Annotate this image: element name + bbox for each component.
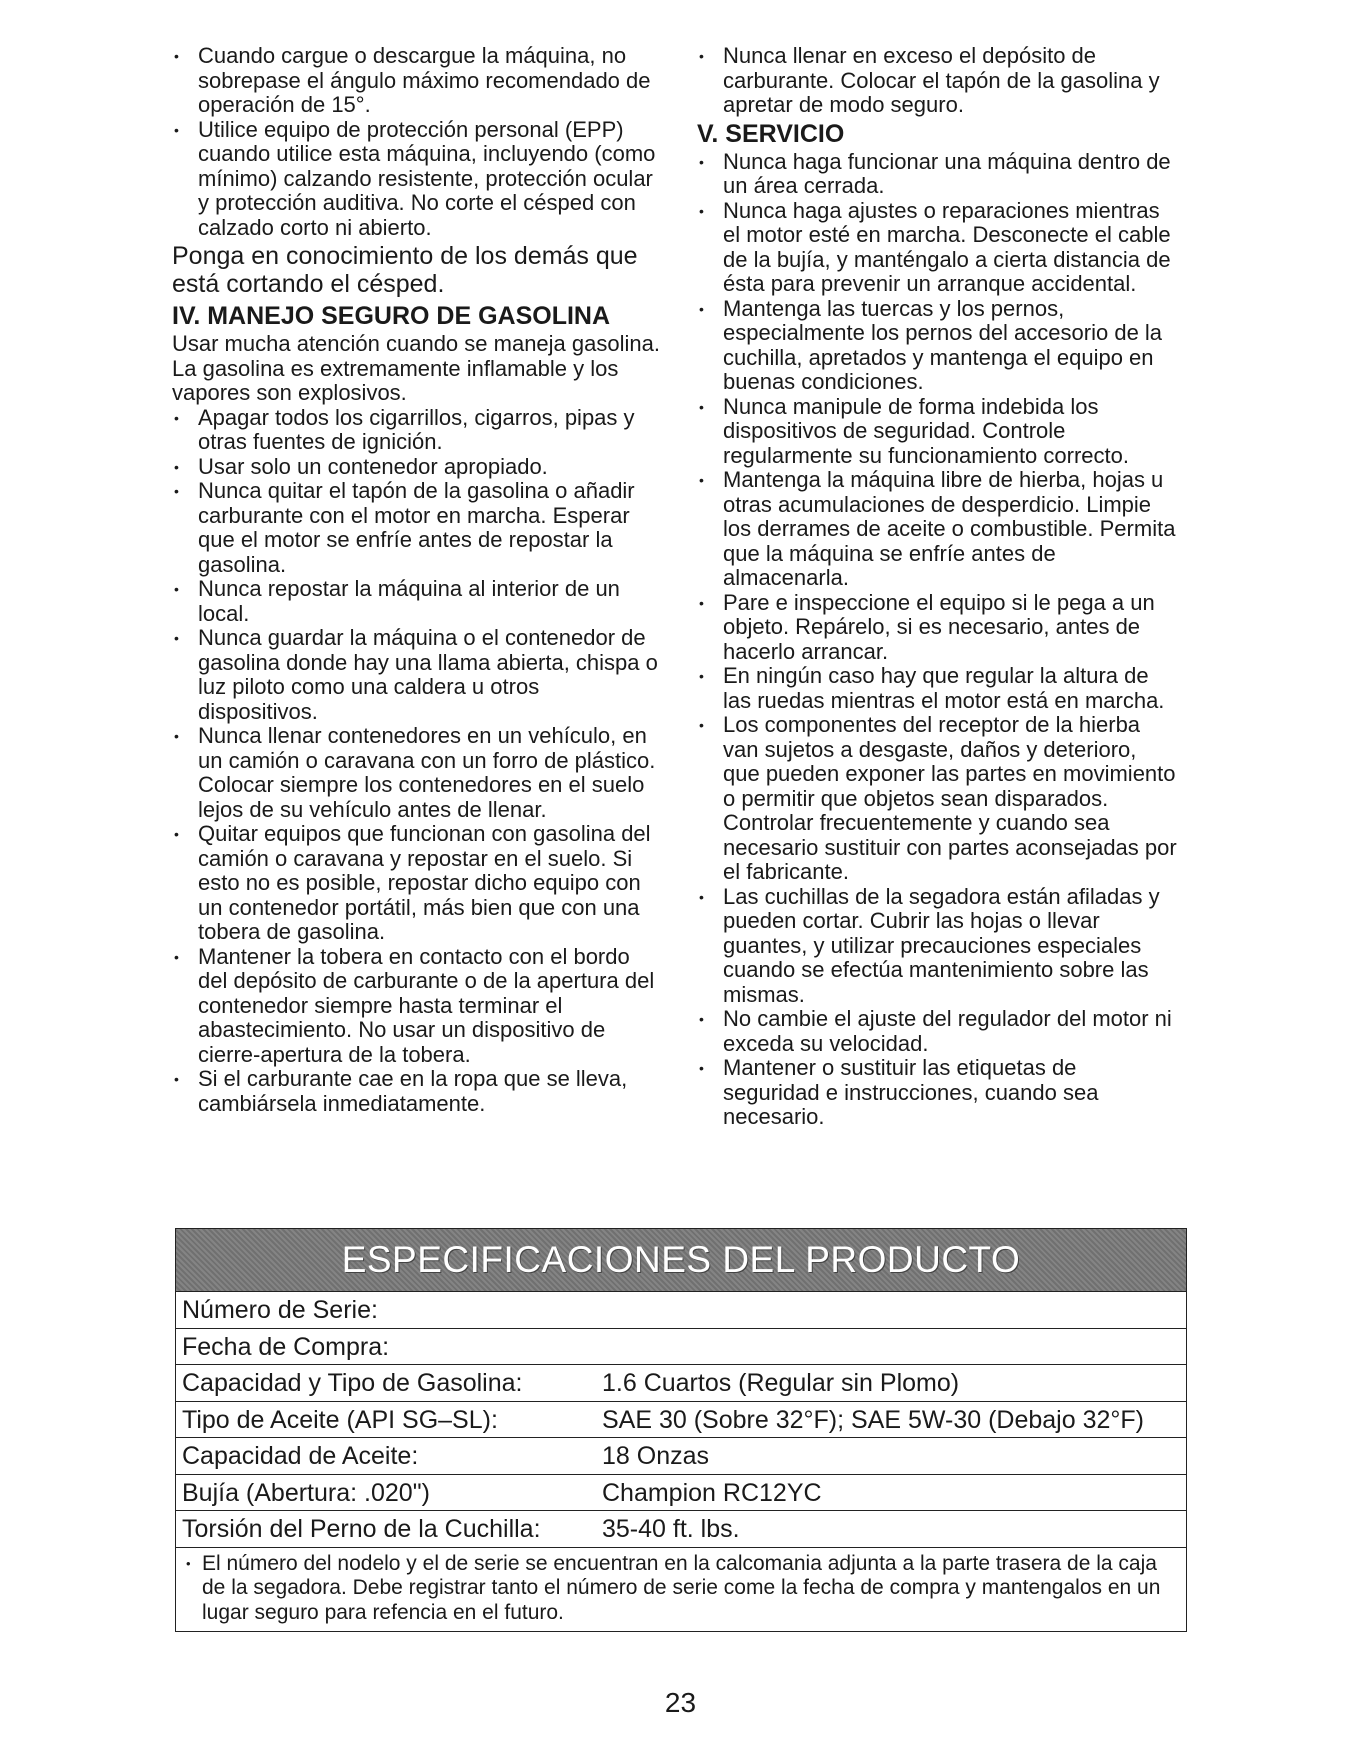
spec-label: Número de Serie: [182, 1296, 378, 1324]
list-item: • No cambie el ajuste del regulador del motor ni exceda su velocidad. [697, 1007, 1177, 1056]
intro-bullet-list [172, 44, 662, 240]
left-column [172, 44, 662, 1116]
right-column [697, 44, 1177, 1130]
list-item: • Quitar equipos que funcionan con gasolina del camión o caravana y repostar en el suelo. Si esto no es posible, repostar dicho equipo con un contenedor portátil, más bien que con una tobera de gasolina. [172, 822, 662, 945]
list-item: • Utilice equipo de protección personal (EPP) cuando utilice esta máquina, incluyendo (como mínimo) calzando resistente, protección ocular y protección auditiva. No corte el césped con calzado corto ni abierto. [172, 118, 662, 241]
specs-title: ESPECIFICACIONES DEL PRODUCTO [341, 1239, 1021, 1280]
list-item: • Nunca repostar la máquina al interior de un local. [172, 577, 662, 626]
table-row [176, 1328, 1186, 1365]
spec-value [602, 1292, 1186, 1328]
table-row [176, 1437, 1186, 1474]
table-row [176, 1364, 1186, 1401]
page-number: 23 [664, 1687, 697, 1718]
spec-label: Tipo de Aceite (API SG–SL): [182, 1405, 498, 1434]
spec-value: 18 Onzas [602, 1442, 710, 1470]
list-item: • Nunca haga ajustes o reparaciones mientras el motor esté en marcha. Desconecte el cable de la bujía, y manténgalo a cierta distancia de ésta para prevenir un arranque accidental. [697, 199, 1177, 297]
table-row [176, 1291, 1186, 1328]
list-item: • Mantenga las tuercas y los pernos, especialmente los pernos del accesorio de la cuchilla, apretados y mantenga el equipo en buenas condiciones. [697, 297, 1177, 395]
gas-section-heading: IV. MANEJO SEGURO DE GASOLINA [172, 302, 611, 330]
service-section-heading: V. SERVICIO [697, 119, 845, 148]
specs-footnote: • El número del nodelo y el de serie se encuentran en la calcomania adjunta a la parte trasera de la caja de la segadora. Debe registrar tanto el número de serie come la fecha de compra y mantengalos en un lugar seguro para refencia en el futuro. [176, 1547, 1186, 1632]
spec-value [602, 1329, 1186, 1365]
spec-label: Bujía (Abertura: .020") [182, 1478, 430, 1507]
list-item: • Las cuchillas de la segadora están afiladas y pueden cortar. Cubrir las hojas o llevar guantes, y utilizar precauciones especiales cuando se efectúa mantenimiento sobre las mismas. [697, 885, 1177, 1008]
list-item: • En ningún caso hay que regular la altura de las ruedas mientras el motor está en marcha. [697, 664, 1177, 713]
service-bullet-list [697, 150, 1177, 1130]
spec-label: Torsión del Perno de la Cuchilla: [182, 1515, 541, 1543]
list-item: • Nunca haga funcionar una máquina dentro de un área cerrada. [697, 150, 1177, 199]
list-item: • Nunca llenar contenedores en un vehículo, en un camión o caravana con un forro de plástico. Colocar siempre los contenedores en el suelo lejos de su vehículo antes de llenar. [172, 724, 662, 822]
list-item: • Nunca manipule de forma indebida los dispositivos de seguridad. Controle regularmente su funcionamiento correcto. [697, 395, 1177, 469]
specs-header-banner [176, 1229, 1186, 1291]
spec-value: Champion RC12YC [602, 1478, 822, 1507]
list-item: • Nunca quitar el tapón de la gasolina o añadir carburante con el motor en marcha. Esperar que el motor se enfríe antes de repostar la gasolina. [172, 479, 662, 577]
list-item: • Los componentes del receptor de la hierba van sujetos a desgaste, daños y deterioro, que pueden exponer las partes en movimiento o permitir que objetos sean disparados. Controlar frecuentemente y cuando sea necesario sustituir con partes aconsejadas por el fabricante. [697, 713, 1177, 885]
table-row [176, 1474, 1186, 1511]
spec-value: 35-40 ft. lbs. [602, 1515, 740, 1543]
notice-paragraph: Ponga en conocimiento de los demás que está cortando el césped. [172, 242, 638, 298]
list-item: • Mantenga la máquina libre de hierba, hojas u otras acumulaciones de desperdicio. Limpie los derrames de aceite o combustible. Permita que la máquina se enfríe antes de almacenarla. [697, 468, 1177, 591]
spec-label: Capacidad y Tipo de Gasolina: [182, 1369, 523, 1397]
spec-label: Capacidad de Aceite: [182, 1442, 419, 1470]
spec-value: 1.6 Cuartos (Regular sin Plomo) [602, 1369, 960, 1397]
list-item: • Nunca guardar la máquina o el contenedor de gasolina donde hay una llama abierta, chispa o luz piloto como una caldera u otros dispositivos. [172, 626, 662, 724]
table-row [176, 1510, 1186, 1547]
gas-section-intro: Usar mucha atención cuando se maneja gasolina. La gasolina es extremamente inflamable y los vapores son explosivos. [172, 331, 660, 405]
list-item: • Mantener o sustituir las etiquetas de seguridad e instrucciones, cuando sea necesario. [697, 1056, 1177, 1130]
gas-bullet-list [172, 406, 662, 1117]
spec-value: SAE 30 (Sobre 32°F); SAE 5W-30 (Debajo 32°F) [602, 1405, 1144, 1434]
product-specs-table [175, 1228, 1187, 1632]
list-item: • Usar solo un contenedor apropiado. [172, 455, 662, 480]
list-item: • Nunca llenar en exceso el depósito de carburante. Colocar el tapón de la gasolina y apretar de modo seguro. [697, 44, 1177, 118]
table-row [176, 1401, 1186, 1438]
top-bullet-list [697, 44, 1177, 118]
list-item: • Mantener la tobera en contacto con el bordo del depósito de carburante o de la apertura del contenedor siempre hasta terminar el abastecimiento. No usar un dispositivo de cierre-apertura de la tobera. [172, 945, 662, 1068]
list-item: • Si el carburante cae en la ropa que se lleva, cambiársela inmediatamente. [172, 1067, 662, 1116]
list-item: • Pare e inspeccione el equipo si le pega a un objeto. Repárelo, si es necesario, antes de hacerlo arrancar. [697, 591, 1177, 665]
list-item: • Apagar todos los cigarrillos, cigarros, pipas y otras fuentes de ignición. [172, 406, 662, 455]
spec-label: Fecha de Compra: [182, 1332, 390, 1361]
list-item: • Cuando cargue o descargue la máquina, no sobrepase el ángulo máximo recomendado de operación de 15°. [172, 44, 662, 118]
